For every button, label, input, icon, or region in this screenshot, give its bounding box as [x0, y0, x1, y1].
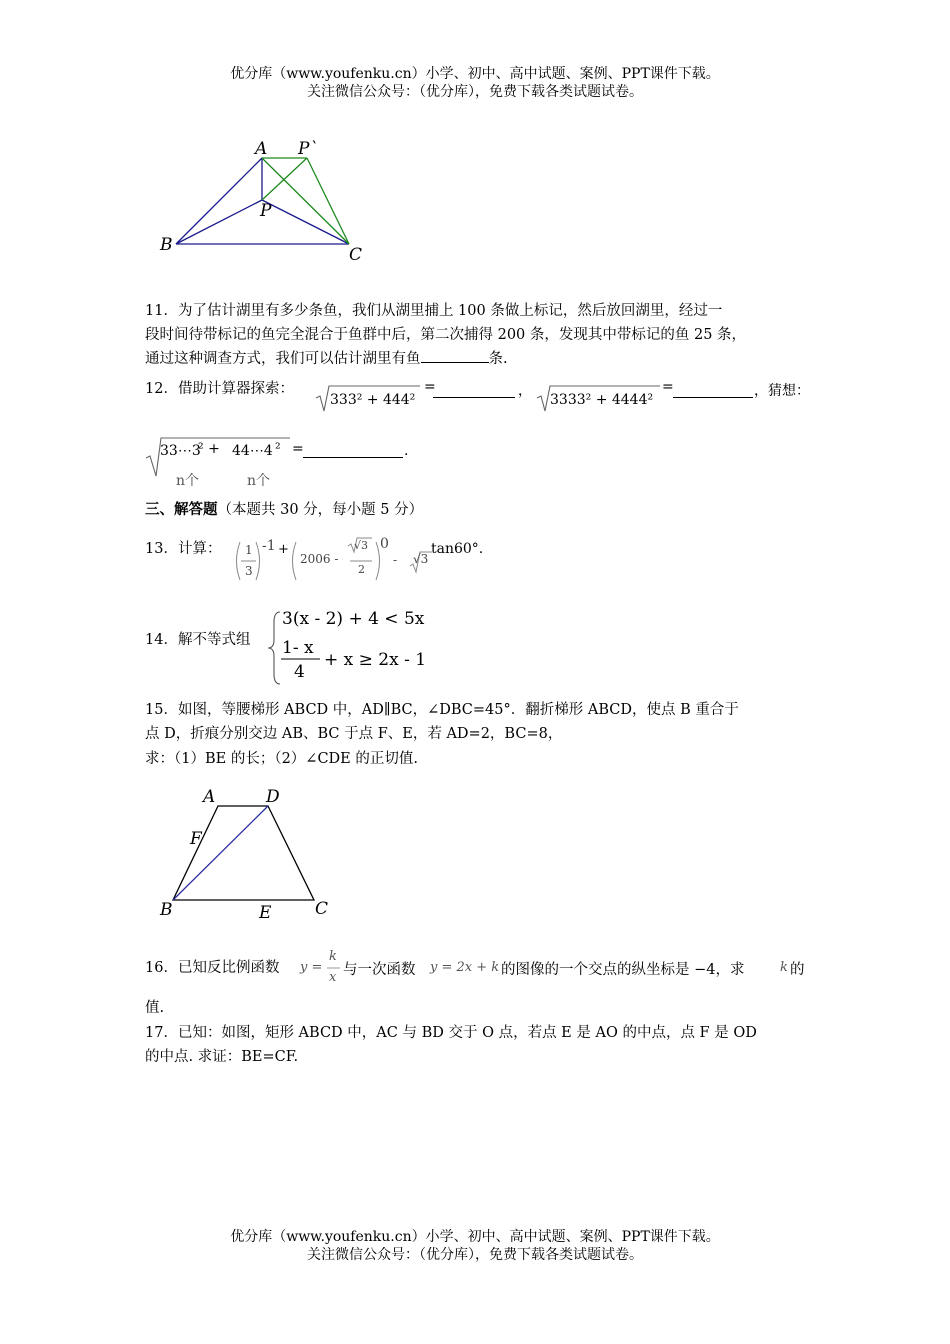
- figure-q15: [173, 806, 314, 900]
- label-q15-f: F: [190, 829, 202, 849]
- q13-sqrt3b: √3: [413, 552, 429, 566]
- q16-linear: y = 2x + k: [430, 960, 500, 975]
- q11-answer-blank[interactable]: [421, 348, 489, 363]
- q12-prefix: 12．借助计算器探索：: [145, 381, 294, 397]
- q12-comma: ，: [518, 383, 532, 399]
- q12-expr-3c: 44⋯4: [232, 443, 273, 459]
- footer-line-2: 关注微信公众号：（优分库），免费下载各类试题试卷。: [307, 1247, 643, 1263]
- q12-expr-3d: ²: [275, 441, 281, 457]
- q16-k: k: [329, 949, 337, 964]
- label-p: P: [260, 201, 272, 221]
- q13-exp-neg1: -1: [262, 538, 276, 554]
- segment-ppc: [307, 158, 349, 244]
- q12-expr-1: 333² + 444²: [330, 392, 416, 408]
- header-line-1: 优分库（www.youfenku.cn）小学、初中、高中试题、案例、PPT课件下载。: [230, 66, 720, 82]
- section-3-note: （本题共 30 分，每小题 5 分）: [217, 502, 424, 518]
- q11-text: 通过这种调查方式，我们可以估计湖里有鱼: [145, 351, 421, 367]
- q16-x: x: [329, 970, 337, 985]
- q13-three: 3: [245, 564, 253, 578]
- q14-row-1: 3(x - 2) + 4 < 5x: [282, 609, 425, 629]
- q12-eq-2: =: [662, 379, 674, 395]
- q16-y: y =: [300, 960, 323, 975]
- q12-guess: ，猜想：: [754, 383, 810, 399]
- q12-eq-3: =: [292, 441, 304, 457]
- q12-end: .: [404, 443, 409, 459]
- q17-line-1: 17．已知：如图，矩形 ABCD 中，AC 与 BD 交于 O 点，若点 E 是 AO 的中点，点 F 是 OD: [145, 1025, 757, 1041]
- footer-line-1: 优分库（www.youfenku.cn）小学、初中、高中试题、案例、PPT课件下载。: [230, 1229, 720, 1245]
- label-a: A: [255, 139, 268, 159]
- label-b: B: [160, 235, 173, 255]
- q14-numerator: 1- x: [282, 638, 314, 658]
- q13-minus: -: [393, 553, 398, 567]
- q13-prefix: 13．计算：: [145, 541, 222, 557]
- q14-denominator: 4: [294, 662, 305, 682]
- q13-sqrt3: √3: [354, 539, 369, 552]
- q13-year: 2006 -: [300, 552, 339, 566]
- q15-line-1: 15．如图，等腰梯形 ABCD 中，AD∥BC，∠DBC=45°．翻折梯形 ABCD，使点 B 重合于: [145, 702, 739, 718]
- q12-expr-3a: 33⋯3: [160, 443, 201, 459]
- q12-n-2: n个: [247, 473, 271, 489]
- q11-line-2: 段时间待带标记的鱼完全混合于鱼群中后，第二次捕得 200 条，发现其中带标记的鱼 25 条，: [145, 327, 747, 343]
- q12-n-1: n个: [176, 473, 200, 489]
- q11-line-3: [145, 347, 508, 371]
- q12-expr-3b: ² +: [198, 441, 220, 457]
- segment-bp: [176, 200, 262, 244]
- q16-line-1: [145, 956, 279, 980]
- label-q15-b: B: [160, 900, 173, 920]
- label-q15-d: D: [266, 787, 280, 807]
- label-p-prime: P`: [298, 139, 318, 159]
- label-q15-e: E: [259, 903, 272, 923]
- trapezoid-abcd: [173, 806, 314, 900]
- q12-blank-1[interactable]: [433, 383, 515, 398]
- q13-tail: tan60°.: [431, 541, 484, 557]
- q13-exp-0: 0: [380, 536, 389, 552]
- label-q15-c: C: [315, 899, 329, 919]
- q16-text-a: 16．已知反比例函数: [145, 960, 280, 976]
- q11-tail: 条.: [488, 351, 508, 367]
- q16-k2: k: [780, 960, 788, 975]
- header-line-2: 关注微信公众号：（优分库），免费下载各类试题试卷。: [307, 84, 643, 100]
- label-q15-a: A: [203, 787, 216, 807]
- q12-blank-2[interactable]: [673, 383, 753, 398]
- q15-line-2: 点 D，折痕分别交边 AB、BC 于点 F、E，若 AD=2，BC=8，: [145, 726, 563, 742]
- segment-ac: [262, 158, 349, 244]
- q12-expr-2: 3333² + 4444²: [550, 392, 654, 408]
- q13-plus: +: [278, 542, 289, 557]
- q14-row-2: + x ≥ 2x - 1: [324, 650, 427, 670]
- q16-text-c: 的图像的一个交点的纵坐标是 −4，求: [501, 962, 745, 978]
- q16-line-2: 值.: [145, 1000, 165, 1016]
- section-3-heading: [145, 498, 423, 522]
- section-3-title: 三、解答题: [145, 501, 218, 518]
- q11-line-1: 11．为了估计湖里有多少条鱼，我们从湖里捕上 100 条做上标记，然后放回湖里，经过一: [145, 303, 723, 319]
- q17-line-2: 的中点. 求证：BE=CF.: [145, 1049, 299, 1065]
- q12-blank-3[interactable]: [303, 443, 403, 458]
- q16-text-b: 与一次函数: [343, 962, 416, 978]
- segment-ba: [176, 158, 262, 244]
- label-c: C: [349, 245, 363, 265]
- q16-text-d: 的: [790, 962, 805, 978]
- q13-one: 1: [245, 543, 253, 557]
- q14-prefix: 14．解不等式组: [145, 632, 251, 648]
- segment-pc: [262, 200, 349, 244]
- q12-eq-1: =: [424, 379, 436, 395]
- diagonal-bd: [173, 806, 268, 900]
- q15-line-3: 求：（1）BE 的长；（2）∠CDE 的正切值.: [145, 751, 418, 767]
- q13-two: 2: [358, 563, 365, 576]
